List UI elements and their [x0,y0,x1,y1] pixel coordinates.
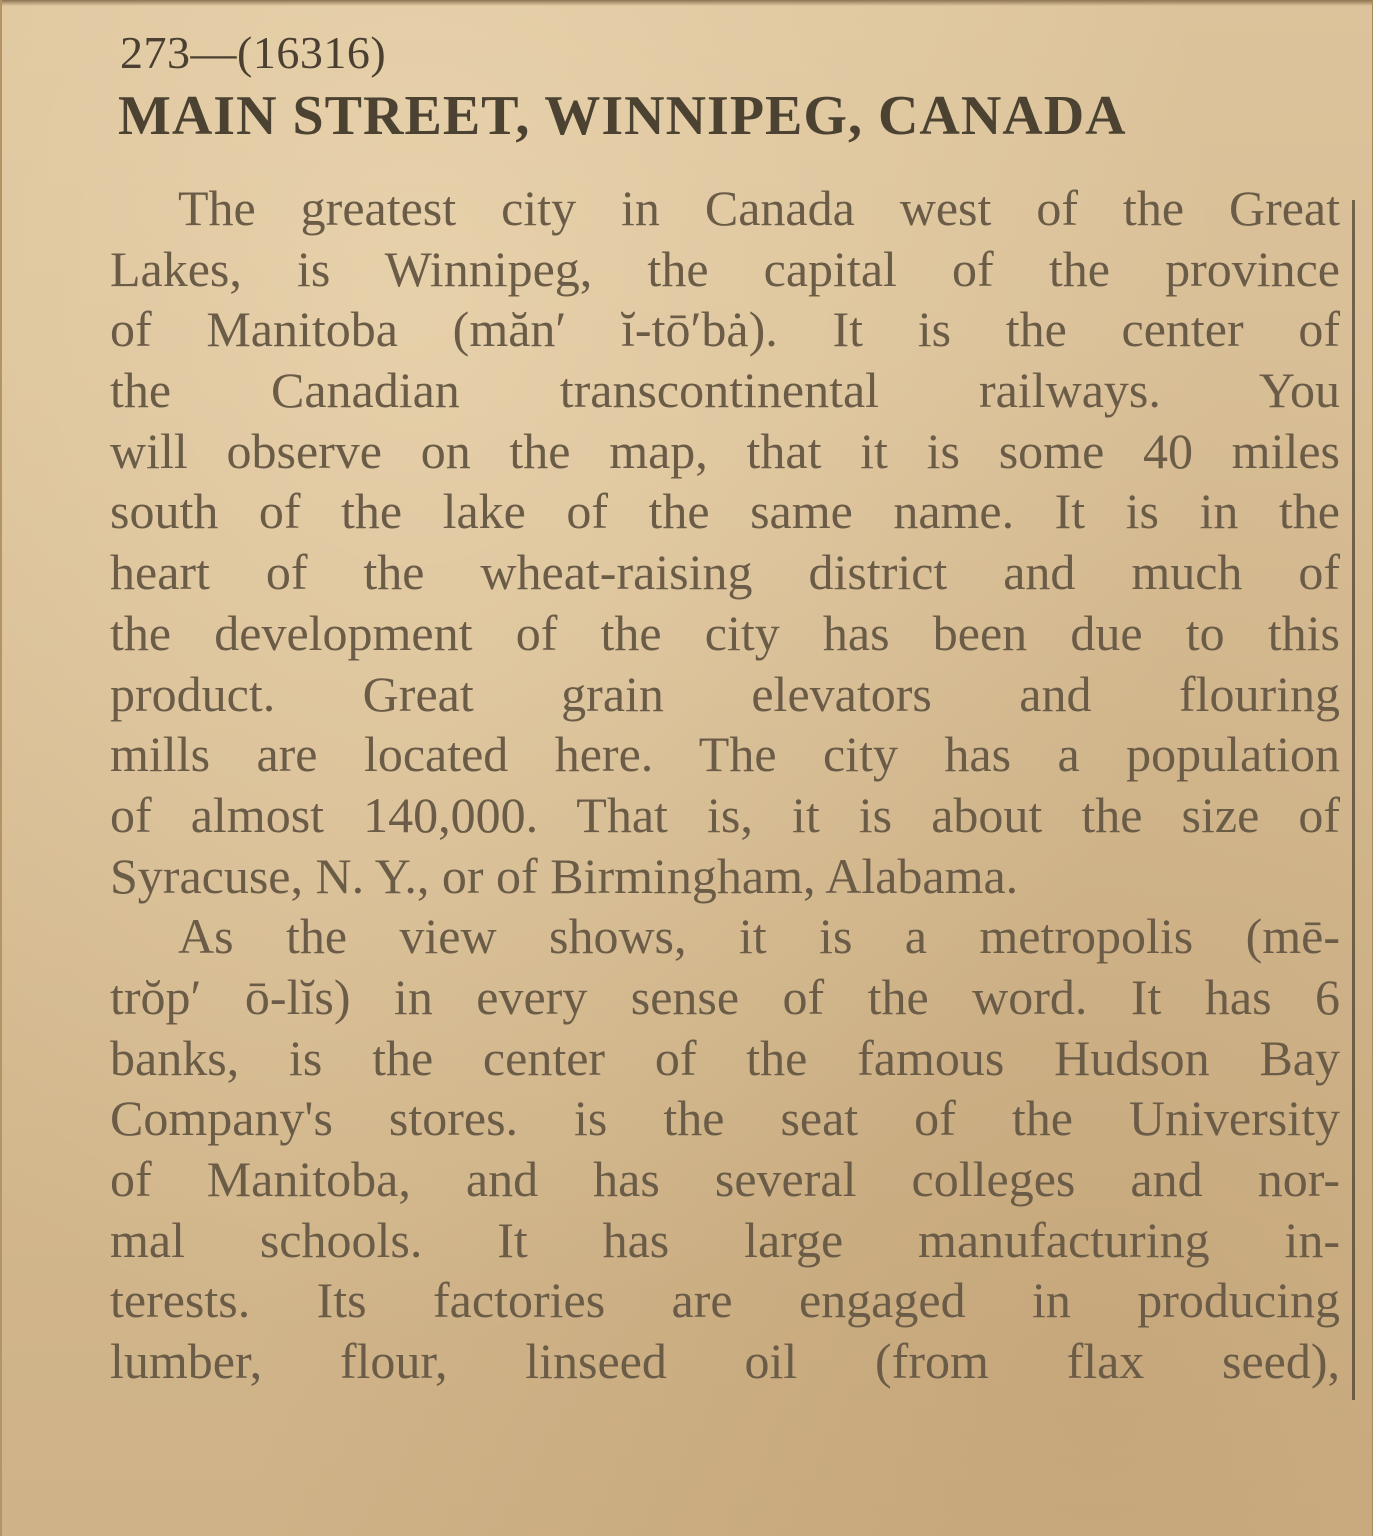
text-line: Lakes, is Winnipeg, the capital of the province [110,240,1340,297]
text-line: heart of the wheat-raising district and much of [110,544,1340,601]
text-line: terests. Its factories are engaged in producing [110,1272,1340,1329]
description-text [110,178,1340,1392]
text-line: mills are located here. The city has a population [110,726,1340,783]
text-line: banks, is the center of the famous Hudson Bay [110,1029,1340,1086]
text-line: Company's stores. is the seat of the University [110,1090,1340,1147]
text-line: The greatest city in Canada west of the Great [178,180,1340,236]
right-border-rule [1352,200,1355,1400]
text-line: will observe on the map, that it is some 40 miles [110,422,1340,479]
text-line: of Manitoba, and has several colleges and nor- [110,1151,1340,1207]
card-number: 273—(16316) [120,27,387,78]
text-line: As the view shows, it is a metropolis (mē- [178,908,1340,965]
text-line: lumber, flour, linseed oil (from flax seed), [110,1333,1340,1390]
text-line: the Canadian transcontinental railways. You [110,362,1340,419]
card-top-edge [2,0,1373,6]
text-line: of Manitoba (măn′ ĭ-tō′bȧ). It is the center of [110,301,1340,358]
card-title: MAIN STREET, WINNIPEG, CANADA [118,85,1127,147]
text-line: mal schools. It has large manufacturing in- [110,1211,1340,1268]
text-line: Syracuse, N. Y., or of Birmingham, Alabama. [110,847,1019,904]
text-line: of almost 140,000. That is, it is about the size of [110,786,1340,843]
text-line: the development of the city has been due to this [110,604,1340,661]
text-line: trŏp′ ō-lĭs) in every sense of the word. It has 6 [110,968,1340,1025]
text-line: product. Great grain elevators and flouring [110,665,1340,722]
text-line: south of the lake of the same name. It is in the [110,483,1340,540]
